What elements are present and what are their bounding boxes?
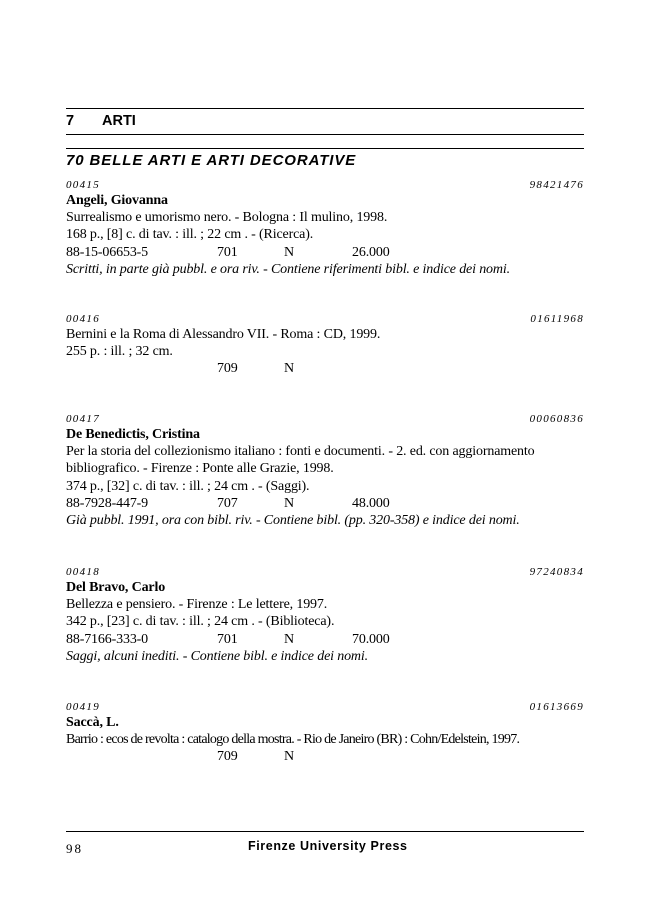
record-id-line <box>66 309 584 326</box>
record-physical-description: 374 p., [32] c. di tav. : ill. ; 24 cm . - (Saggi). <box>66 478 310 494</box>
record-title: Bernini e la Roma di Alessandro VII. - Roma : CD, 1999. <box>66 327 381 342</box>
record-author: Saccà, L. <box>66 715 119 730</box>
page-number: 98 <box>66 841 83 856</box>
record-title: Barrio : ecos de revolta : catalogo della mostra. - Rio de Janeiro (BR) : Cohn/Edelstein, 1997. <box>66 732 520 748</box>
section-heading: 70 BELLE ARTI E ARTI DECORATIVE <box>66 152 357 169</box>
record-title: Surrealismo e umorismo nero. - Bologna : Il mulino, 1998. <box>66 210 388 226</box>
record-author: De Benedictis, Cristina <box>66 427 200 442</box>
catalog-record <box>66 175 584 278</box>
catalog-page <box>66 0 584 920</box>
record-author: Del Bravo, Carlo <box>66 580 166 595</box>
catalog-record <box>66 562 584 665</box>
chapter-number: 7 <box>66 113 75 129</box>
record-numbers <box>66 244 584 261</box>
record-flag: N <box>284 495 294 511</box>
footer-rule <box>66 831 584 832</box>
record-author: Angeli, Giovanna <box>66 193 168 208</box>
record-class: 709 <box>217 361 238 377</box>
record-id-line <box>66 562 584 579</box>
publisher-name: Firenze University Press <box>248 839 408 853</box>
record-number: 00418 <box>66 566 100 578</box>
record-code: 98421476 <box>529 179 584 191</box>
record-numbers <box>66 631 584 648</box>
record-physical-description: 168 p., [8] c. di tav. : ill. ; 22 cm . - (Ricerca). <box>66 227 314 243</box>
record-price: 70.000 <box>352 631 390 647</box>
record-number: 00419 <box>66 701 100 713</box>
record-isbn: 88-7928-447-9 <box>66 495 149 511</box>
record-title: Per la storia del collezionismo italiano : fonti e documenti. - 2. ed. con aggiornamento <box>66 444 535 460</box>
record-id-line <box>66 409 584 426</box>
record-note: Saggi, alcuni inediti. - Contiene bibl. e indice dei nomi. <box>66 648 368 664</box>
chapter-top-rule <box>66 108 584 109</box>
record-physical-description: 342 p., [23] c. di tav. : ill. ; 24 cm . - (Biblioteca). <box>66 614 335 630</box>
catalog-record <box>66 309 584 378</box>
record-physical-description: 255 p. : ill. ; 32 cm. <box>66 344 173 360</box>
record-class: 701 <box>217 631 238 647</box>
record-number: 00416 <box>66 313 100 325</box>
record-isbn: 88-15-06653-5 <box>66 244 149 260</box>
record-number: 00415 <box>66 179 100 191</box>
record-title: Bellezza e pensiero. - Firenze : Le lettere, 1997. <box>66 597 328 613</box>
record-flag: N <box>284 749 294 765</box>
catalog-record <box>66 409 584 529</box>
record-numbers <box>66 495 584 512</box>
record-title-continued: bibliografico. - Firenze : Ponte alle Grazie, 1998. <box>66 461 334 477</box>
record-note: Scritti, in parte già pubbl. e ora riv. - Contiene riferimenti bibl. e indice dei nomi. <box>66 261 510 277</box>
record-code: 97240834 <box>529 566 584 578</box>
record-class: 707 <box>217 495 238 511</box>
chapter-heading <box>66 113 136 129</box>
record-id-line <box>66 697 584 714</box>
record-number: 00417 <box>66 413 100 425</box>
chapter-title: ARTI <box>102 113 136 129</box>
record-numbers <box>66 360 584 377</box>
record-id-line <box>66 175 584 192</box>
record-price: 26.000 <box>352 244 390 260</box>
record-flag: N <box>284 244 294 260</box>
record-isbn: 88-7166-333-0 <box>66 631 149 647</box>
section-top-rule <box>66 148 584 149</box>
record-class: 709 <box>217 749 238 765</box>
catalog-record <box>66 697 584 766</box>
record-code: 00060836 <box>529 413 584 425</box>
chapter-bottom-rule <box>66 134 584 135</box>
record-class: 701 <box>217 244 238 260</box>
record-note: Già pubbl. 1991, ora con bibl. riv. - Contiene bibl. (pp. 320-358) e indice dei nomi. <box>66 513 520 528</box>
record-code: 01611968 <box>530 313 584 325</box>
record-numbers <box>66 748 584 765</box>
record-price: 48.000 <box>352 495 390 511</box>
record-flag: N <box>284 631 294 647</box>
record-code: 01613669 <box>529 701 584 713</box>
record-flag: N <box>284 361 294 377</box>
